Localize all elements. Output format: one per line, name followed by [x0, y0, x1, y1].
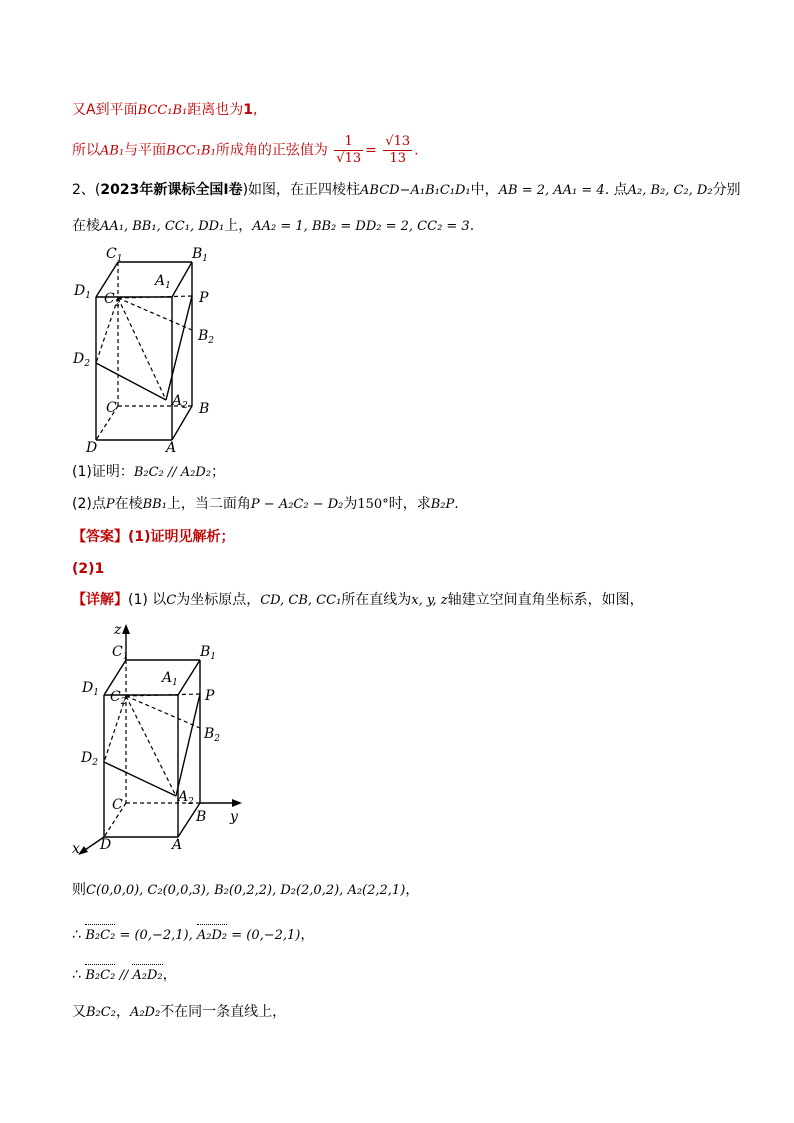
value-one: 1	[243, 102, 253, 118]
label-b: B	[196, 809, 207, 825]
period: .	[454, 496, 459, 512]
text: 与平面	[124, 142, 167, 159]
point-p: P	[105, 497, 115, 512]
edge-bb1: BB₁	[142, 497, 167, 512]
answer-label: 【答案】	[72, 529, 128, 545]
text: ，	[115, 1004, 130, 1020]
text: 又	[72, 1004, 86, 1020]
detail-line	[72, 590, 644, 611]
text: 在棱	[114, 496, 143, 512]
label-a1: $A_1$	[155, 273, 171, 291]
therefore-symbol: ∴	[72, 967, 81, 983]
parallel-symbol: //	[115, 968, 133, 983]
denominator: 13	[389, 151, 406, 166]
vector-a2d2: A₂D₂	[132, 964, 162, 986]
target-segment: B₂P	[430, 497, 455, 512]
text: 分别	[712, 182, 741, 198]
label-z: z	[114, 622, 122, 638]
period: .	[469, 218, 475, 234]
label-a2: $A_2$	[172, 393, 188, 411]
fraction-2	[383, 134, 412, 167]
text: 所以	[72, 142, 100, 159]
therefore-symbol: ∴	[72, 927, 81, 943]
text: 为	[343, 496, 358, 512]
text: 所成角的正弦值为	[215, 142, 328, 159]
line-sine	[72, 134, 419, 167]
label-c: C	[112, 797, 123, 813]
numerator: 1	[334, 134, 363, 151]
label-d1: $D_1$	[82, 680, 99, 698]
prism-figure-2	[68, 618, 248, 858]
text: 不在同一条直线上，	[160, 1004, 287, 1020]
text: 轴建立空间直角坐标系，如图，	[447, 592, 644, 608]
axes-names: x, y, z	[411, 593, 448, 608]
text: (2)点	[72, 496, 106, 512]
text: 所在直线为	[341, 592, 412, 608]
segment-ab1: AB₁	[100, 143, 125, 159]
label-d2: $D_2$	[73, 351, 90, 369]
vector-b2c2: B₂C₂	[85, 924, 115, 946]
text: ，	[162, 967, 177, 983]
label-a2: $A_2$	[178, 789, 194, 807]
collinear-line	[72, 1002, 286, 1023]
points: A₂, B₂, C₂, D₂	[627, 183, 713, 198]
label-b1: $B_1$	[192, 246, 209, 264]
text: 又A到平面	[72, 102, 138, 118]
problem-line-1	[72, 180, 741, 201]
label-p: P	[199, 290, 209, 306]
text: 时，求	[388, 496, 431, 512]
text: ；	[211, 464, 226, 480]
label-b1: $B_1$	[200, 644, 217, 662]
angle-value: 150°	[357, 497, 389, 512]
plane-bcc1b1: BCC₁B₁	[166, 143, 216, 159]
text: 中，	[470, 182, 499, 198]
plane-bcc1b1: BCC₁B₁	[137, 103, 188, 118]
equals: =	[365, 142, 377, 159]
question-1	[72, 462, 225, 483]
given-lengths: AB = 2, AA₁ = 4	[498, 183, 605, 198]
prism-figure-1	[68, 242, 228, 457]
label-x: x	[72, 841, 80, 857]
problem-line-2	[72, 216, 474, 237]
answer-line-1	[72, 527, 235, 547]
axis-lines: CD, CB, CC₁	[260, 593, 342, 608]
text: 为坐标原点，	[176, 592, 261, 608]
text: ，	[405, 882, 420, 898]
text: (1) 以	[128, 592, 167, 608]
parallel-line	[72, 964, 177, 986]
detail-label: 【详解】	[72, 592, 128, 608]
label-a: A	[172, 837, 183, 853]
segment-lengths: AA₂ = 1, BB₂ = DD₂ = 2, CC₂ = 3	[252, 219, 470, 234]
vectors-line	[72, 924, 314, 946]
segment-a2d2: A₂D₂	[129, 1005, 161, 1020]
q1-label: (1)证明：	[72, 464, 134, 480]
label-c2: $C_2$	[110, 689, 127, 707]
problem-number: 2、(	[72, 182, 101, 198]
point-coordinates: C(0,0,0), C₂(0,0,3), B₂(0,2,2), D₂(2,0,2), A₂(2,2,1)	[86, 883, 406, 898]
text: . 点	[604, 182, 628, 198]
vector-value: = (0,−2,1),	[115, 928, 197, 943]
label-c1: $C_1$	[106, 246, 123, 264]
q1-statement: B₂C₂ // A₂D₂	[133, 465, 212, 480]
text: ，	[300, 927, 315, 943]
label-y: y	[230, 809, 238, 825]
text: 上，	[224, 218, 253, 234]
text: 上，当二面角	[166, 496, 251, 512]
segment-b2c2: B₂C₂	[86, 1005, 116, 1020]
label-d1: $D_1$	[74, 283, 91, 301]
vector-b2c2: B₂C₂	[85, 964, 115, 986]
label-d: D	[86, 440, 98, 456]
line-distance	[72, 100, 257, 121]
text: 距离也为	[187, 102, 244, 118]
text: 在棱	[72, 218, 100, 234]
label-c2: $C_2$	[104, 291, 121, 309]
fraction-1	[334, 134, 363, 167]
label-a1: $A_1$	[162, 670, 178, 688]
prism-name: ABCD−A₁B₁C₁D₁	[360, 183, 471, 198]
vector-value: = (0,−2,1)	[227, 928, 301, 943]
label-d2: $D_2$	[81, 750, 98, 768]
answer-2: (2)1	[72, 561, 105, 577]
label-b2: $B_2$	[198, 328, 215, 346]
denominator: √13	[336, 151, 362, 166]
label-b: B	[199, 401, 210, 417]
label-c: C	[106, 400, 117, 416]
vector-a2d2: A₂D₂	[197, 924, 227, 946]
edges: AA₁, BB₁, CC₁, DD₁	[100, 219, 225, 234]
label-p: P	[205, 688, 215, 704]
text: )如图，在正四棱柱	[242, 182, 361, 198]
coords-line	[72, 880, 419, 901]
answer-1: (1)证明见解析；	[128, 529, 235, 545]
label-d: D	[100, 837, 112, 853]
question-2	[72, 494, 459, 515]
text: ,	[253, 102, 258, 118]
answer-line-2	[72, 559, 104, 579]
label-c1: $C_1$	[112, 644, 129, 662]
text: 则	[72, 882, 86, 898]
problem-source: 2023年新课标全国Ⅰ卷	[100, 182, 243, 198]
period: .	[414, 142, 419, 159]
label-b2: $B_2$	[204, 726, 221, 744]
label-a: A	[166, 440, 177, 456]
numerator: √13	[385, 134, 411, 149]
dihedral-angle: P − A₂C₂ − D₂	[250, 497, 344, 512]
point-c: C	[166, 593, 177, 608]
